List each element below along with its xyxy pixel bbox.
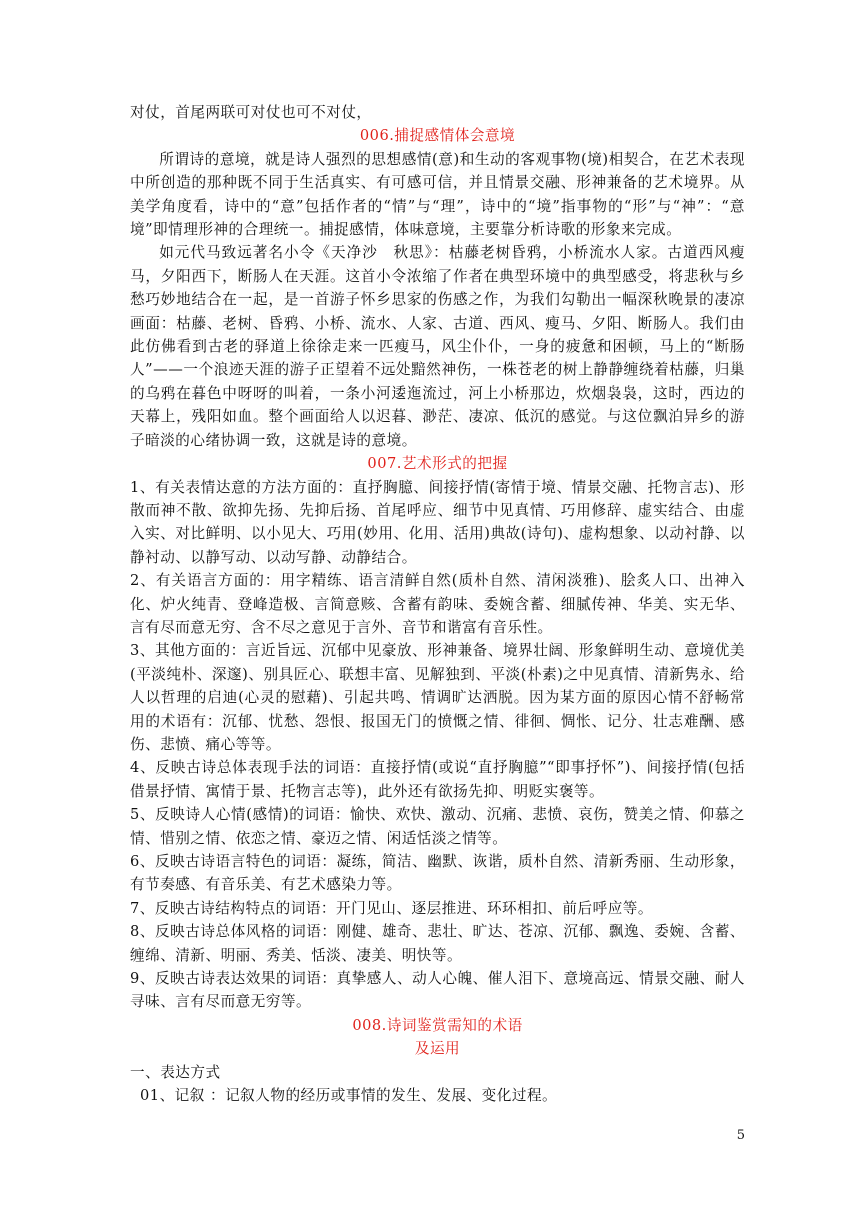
paragraph-tianjingsha-example: 如元代马致远著名小令《天净沙 秋思》：枯藤老树昏鸦，小桥流水人家。古道西风瘦马，夕阳西下，断肠人在天涯。这首小令浓缩了作者在典型环境中的典型感受，将悲秋与乡愁巧妙地结合在一起，是一首游子怀乡思家的伤感之作，为我们勾勒出一幅深秋晚景的凄凉画面：枯藤、老树、昏鸦、小桥、流水、人家、古道、西风、瘦马、夕阳、断肠人。我们由此仿佛看到古老的驿道上徐徐走来一匹瘦马，风尘仆仆，一身的疲惫和困顿，马上的“断肠人”——一个浪迹天涯的游子正望着不远处黯然神伤，一株苍老的树上静静缠绕着枯藤，归巢的乌鸦在暮色中呀呀的叫着，一条小河逶迤流过，河上小桥那边，炊烟袅袅，这时，西边的天幕上，残阳如血。整个画面给人以迟暮、渺茫、凄凉、低沉的感觉。与这位飘泊异乡的游子暗淡的心绪协调一致，这就是诗的意境。 <box>130 244 745 449</box>
sub-heading-expression-methods: 一、表达方式 <box>130 1063 221 1081</box>
section-heading-008-line1: 008.诗词鉴赏需知的术语 <box>352 1016 523 1034</box>
list-item: 7、反映古诗结构特点的词语：开门见山、逐层推进、环环相扣、前后呼应等。 <box>130 899 653 917</box>
list-item: 2、有关语言方面的：用字精练、语言清鲜自然(质朴自然、清闲淡雅)、脍炙人口、出神入化、炉火纯青、登峰造极、言简意赅、含蓄有韵味、委婉含蓄、细腻传神、华美、实无华、言有尽而意无穷、含不尽之意见于言外、音节和谐富有音乐性。 <box>130 572 745 636</box>
section-heading-007: 007.艺术形式的把握 <box>367 455 508 473</box>
list-item: 6、反映古诗语言特色的词语：凝练，简洁、幽默、诙谐，质朴自然、清新秀丽、生动形象，有节奏感、有音乐美、有艺术感染力等。 <box>130 853 745 894</box>
page-content <box>130 101 745 1107</box>
list-item: 4、反映古诗总体表现手法的词语：直接抒情(或说“直抒胸臆”“即事抒怀”)、间接抒情(包括借景抒情、寓情于景、托物言志等)，此外还有欲扬先抑、明贬实褒等。 <box>130 759 745 800</box>
list-item: 3、其他方面的：言近旨远、沉郁中见豪放、形神兼备、境界壮阔、形象鲜明生动、意境优美(平淡纯朴、深邃)、别具匠心、联想丰富、见解独到、平淡(朴素)之中见真情、清新隽永、给人以哲理的启迪(心灵的慰藉)、引起共鸣、情调旷达洒脱。因为某方面的原因心情不舒畅常用的术语有：沉郁、忧愁、怨恨、报国无门的愤慨之情、徘徊、惆怅、记分、壮志难酬、感伤、悲愤、痛心等等。 <box>130 642 745 753</box>
list-item-narration: 01、记叙 ：记叙人物的经历或事情的发生、发展、变化过程。 <box>140 1087 558 1105</box>
list-item: 5、反映诗人心情(感情)的词语：愉快、欢快、激动、沉痛、悲愤、哀伤，赞美之情、仰慕之情、惜别之情、依恋之情、豪迈之情、闲适恬淡之情等。 <box>130 806 745 847</box>
section-heading-006: 006.捕捉感情体会意境 <box>359 127 516 145</box>
list-item: 9、反映古诗表达效果的词语：真挚感人、动人心魄、催人泪下、意境高远、情景交融、耐人寻味、言有尽而意无穷等。 <box>130 970 745 1011</box>
paragraph-yijing-definition: 所谓诗的意境，就是诗人强烈的思想感情(意)和生动的客观事物(境)相契合，在艺术表现中所创造的那种既不同于生活真实、有可感可信，并且情景交融、形神兼备的艺术境界。从美学角度看，诗中的“意”包括作者的“情”与“理”，诗中的“境”指事物的“形”与“神”：“意境”即情理形神的合理统一。捕捉感情，体味意境，主要靠分析诗歌的形象来完成。 <box>130 150 745 239</box>
page-number: 5 <box>736 1128 745 1143</box>
list-item: 1、有关表情达意的方法方面的：直抒胸臆、间接抒情(寄情于境、情景交融、托物言志)、形散而神不散、欲抑先扬、先抑后扬、首尾呼应、细节中见真情、巧用修辞、虚实结合、由虚入实、对比鲜明、以小见大、巧用(妙用、化用、活用)典故(诗句)、虚构想象、以动衬静、以静衬动、以静写动、以动写静、动静结合。 <box>130 478 745 566</box>
continuation-line: 对仗，首尾两联可对仗也可不对仗， <box>130 104 372 121</box>
section-heading-008-line2: 及运用 <box>414 1040 461 1058</box>
list-item: 8、反映古诗总体风格的词语：刚健、雄奇、悲壮、旷达、苍凉、沉郁、飘逸、委婉、含蓄、缠绵、清新、明丽、秀美、恬淡、凄美、明快等。 <box>130 923 745 964</box>
